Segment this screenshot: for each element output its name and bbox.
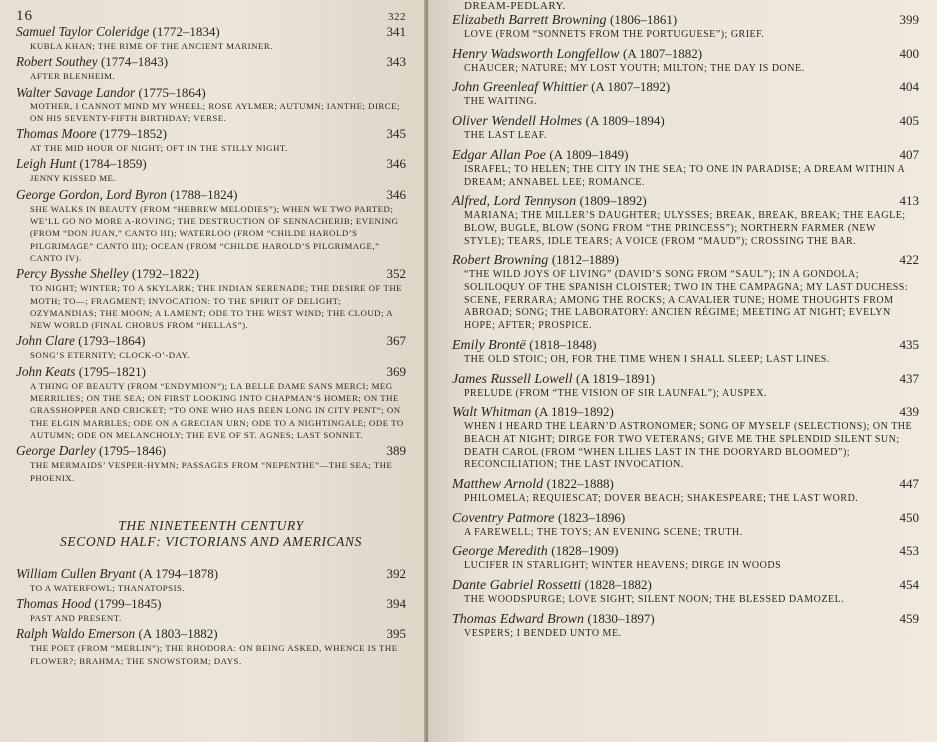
- works-list: PHILOMELA; REQUIESCAT; DOVER BEACH; SHAKESPEARE; THE LAST WORD.: [464, 493, 859, 505]
- contents-entry: [452, 12, 919, 42]
- contents-entry: [16, 566, 406, 594]
- author-name: John Keats: [16, 363, 76, 379]
- works-list: ISRAFEL; TO HELEN; THE CITY IN THE SEA; TO ONE IN PARADISE; A DREAM WITHIN A DREAM; ANNABEL LEE; ROMANCE.: [464, 163, 905, 188]
- entry-heading: [16, 266, 406, 282]
- works-list: A THING OF BEAUTY (FROM “ENDYMION”); LA BELLE DAME SANS MERCI; MEG MERRILIES; ON THE SEA; ON FIRST LOOKING INTO CHAPMAN’S HOMER; ON THE GRASSHOPPER AND CRICKET; “TO ONE WHO HAS BEEN LONG IN CITY PENT”; ON THE ELGIN MARBLES; ODE ON A GRECIAN URN; ODE TO A NIGHTINGALE; ODE TO AUTUMN; ODE ON MELANCHOLY; THE EVE OF ST. AGNES; LAST SONNET.: [30, 380, 404, 440]
- contents-entry: [16, 333, 406, 361]
- page-reference: 404: [899, 79, 919, 95]
- author-dates: (1823–1896): [558, 509, 626, 525]
- works-list: MOTHER, I CANNOT MIND MY WHEEL; ROSE AYLMER; AUTUMN; IANTHE; DIRCE; ON HIS SEVENTY-FIFTH BIRTHDAY; VERSE.: [30, 100, 400, 123]
- author-dates: (1822–1888): [546, 476, 614, 492]
- author-line: [452, 476, 614, 493]
- author-name: Robert Browning: [452, 253, 549, 269]
- section-heading-line-2: SECOND HALF: VICTORIANS AND AMERICANS: [60, 533, 362, 549]
- author-dates: (1795–1821): [78, 363, 146, 379]
- author-dates: (1828–1909): [551, 543, 619, 559]
- page-reference: 454: [899, 577, 919, 593]
- author-name: John Greenleaf Whittier: [452, 80, 588, 96]
- page-reference: 352: [386, 266, 406, 282]
- page-reference: 407: [899, 146, 919, 162]
- page-reference: 395: [386, 626, 406, 642]
- author-name: John Clare: [16, 333, 75, 349]
- author-name: Elizabeth Barrett Browning: [452, 13, 607, 28]
- author-line: [452, 79, 670, 96]
- works-list: TO A WATERFOWL; THANATOPSIS.: [30, 582, 186, 593]
- page-reference: 453: [899, 543, 919, 559]
- author-line: [16, 443, 166, 458]
- author-dates: (A 1794–1878): [139, 565, 219, 581]
- page-reference: 459: [899, 610, 919, 626]
- author-dates: (1775–1864): [138, 84, 206, 100]
- author-line: [16, 364, 146, 379]
- entry-heading: [452, 79, 919, 96]
- contents-entry: [16, 443, 406, 484]
- author-dates: (1809–1892): [579, 193, 647, 209]
- contents-entry: [452, 577, 919, 607]
- contents-entry: [16, 266, 406, 331]
- page-reference: 341: [386, 24, 406, 39]
- author-dates: (1772–1834): [152, 24, 220, 39]
- author-dates: (1828–1882): [584, 577, 652, 593]
- left-page-header: [16, 8, 406, 24]
- contents-entry: [16, 156, 406, 184]
- page-reference: 389: [386, 443, 406, 459]
- contents-entry: [452, 371, 919, 401]
- page-reference: 439: [899, 404, 919, 420]
- author-line: [452, 46, 702, 63]
- author-line: [16, 24, 220, 39]
- author-line: [452, 510, 625, 527]
- works-list: THE MERMAIDS’ VESPER-HYMN; PASSAGES FROM “NEPENTHE”—THE SEA; THE PHOENIX.: [30, 460, 393, 483]
- contents-entry: [452, 337, 919, 367]
- author-name: Thomas Hood: [16, 596, 91, 612]
- works-list: SONG’S ETERNITY; CLOCK-O’-DAY.: [30, 350, 191, 361]
- author-name: Samuel Taylor Coleridge: [16, 24, 150, 39]
- author-name: Walter Savage Landor: [16, 84, 136, 100]
- author-name: Robert Southey: [16, 54, 98, 70]
- page-reference: 367: [386, 333, 406, 349]
- author-line: [452, 193, 647, 210]
- author-dates: (1830–1897): [587, 610, 655, 626]
- author-name: Walt Whitman: [452, 405, 532, 421]
- author-dates: (A 1803–1882): [138, 626, 218, 642]
- entry-heading: [16, 443, 406, 459]
- entry-heading: [452, 193, 919, 210]
- contents-entry: [452, 404, 919, 472]
- entry-heading: [452, 371, 919, 388]
- author-name: George Darley: [16, 443, 96, 459]
- contents-entry: [16, 24, 406, 52]
- author-name: James Russell Lowell: [452, 371, 573, 387]
- contents-entry: [16, 626, 406, 667]
- page-reference: 447: [899, 476, 919, 492]
- author-name: George Meredith: [452, 544, 548, 560]
- contents-entry: [452, 79, 919, 109]
- contents-entry: [16, 54, 406, 82]
- entry-heading: [16, 187, 406, 203]
- author-name: Coventry Patmore: [452, 510, 555, 526]
- page-reference: 343: [386, 54, 406, 70]
- author-dates: (1792–1822): [131, 266, 199, 282]
- author-line: [16, 626, 218, 641]
- works-list: SHE WALKS IN BEAUTY (FROM “HEBREW MELODIES”); WHEN WE TWO PARTED; WE’LL GO NO MORE A-ROVING; THE DESTRUCTION OF SENNACHERIB; EVENING (FROM “DON JUAN,” CANTO III); WATERLOO (FROM “CHILDE HAROLD’S PILGRIMAGE” CANTO III); OCEAN (FROM “CHILDE HAROLD’S PILGRIMAGE,” CANTO IV).: [30, 203, 399, 263]
- entry-heading: [452, 404, 919, 421]
- page-reference: 346: [386, 156, 406, 172]
- contents-entry: [16, 187, 406, 264]
- author-line: [452, 252, 619, 269]
- page-reference: 394: [386, 596, 406, 612]
- page-reference: 346: [386, 186, 406, 202]
- contents-list-right: [452, 12, 919, 641]
- works-list: KUBLA KHAN; THE RIME OF THE ANCIENT MARINER.: [30, 41, 273, 51]
- page-reference: 450: [899, 509, 919, 525]
- contents-entry: [452, 46, 919, 76]
- author-dates: (1806–1861): [610, 12, 678, 27]
- page-number: 16: [16, 8, 33, 24]
- author-line: [16, 156, 147, 171]
- works-list: THE LAST LEAF.: [464, 130, 547, 142]
- works-list: PAST AND PRESENT.: [30, 613, 122, 624]
- author-dates: (A 1807–1892): [591, 79, 671, 95]
- author-name: Thomas Edward Brown: [452, 611, 584, 627]
- author-line: [452, 337, 596, 354]
- contents-entry: [16, 364, 406, 441]
- entry-heading: [452, 12, 919, 29]
- author-line: [16, 85, 206, 100]
- author-line: [452, 404, 614, 421]
- author-dates: (1795–1846): [98, 443, 167, 459]
- author-name: Thomas Moore: [16, 126, 97, 142]
- author-dates: (A 1809–1894): [585, 113, 665, 129]
- page-reference: 399: [899, 12, 919, 27]
- author-line: [452, 147, 628, 164]
- author-line: [452, 543, 618, 560]
- author-line: [16, 266, 199, 281]
- author-name: Leigh Hunt: [16, 156, 77, 172]
- author-dates: (1799–1845): [94, 596, 162, 612]
- contents-entry: [452, 147, 919, 189]
- contents-entry: [452, 113, 919, 143]
- page-reference: 405: [899, 113, 919, 129]
- contents-entry: [452, 510, 919, 540]
- section-heading-line-1: THE NINETEENTH CENTURY: [118, 517, 304, 533]
- page-reference: 345: [386, 126, 406, 142]
- contents-entry: [452, 193, 919, 248]
- contents-entry: [452, 543, 919, 573]
- author-name: Henry Wadsworth Longfellow: [452, 46, 620, 62]
- author-line: [452, 577, 652, 594]
- author-line: [452, 371, 655, 388]
- works-list: MARIANA; THE MILLER’S DAUGHTER; ULYSSES; BREAK, BREAK, BREAK; THE EAGLE; BLOW, BUGLE, BLOW (SONG FROM “THE PRINCESS”); NORTHERN FARMER (NEW STYLE); TEARS, IDLE TEARS; A VOICE (FROM “MAUD”); CROSSING THE BAR.: [464, 210, 906, 247]
- author-line: [16, 566, 218, 581]
- author-name: Oliver Wendell Holmes: [452, 114, 583, 130]
- works-list: WHEN I HEARD THE LEARN’D ASTRONOMER; SONG OF MYSELF (SELECTIONS); ON THE BEACH AT NIGHT; DIRGE FOR TWO VETERANS; GIVE ME THE SPLENDID SILENT SUN; DEATH CAROL (FROM “WHEN LILIES LAST IN THE DOORYARD BLOOMED”); RECONCILIATION; THE LAST INVOCATION.: [464, 421, 913, 471]
- author-dates: (A 1807–1882): [623, 45, 703, 61]
- cut-off-works-line: DREAM-PEDLARY.: [464, 0, 566, 12]
- right-page: [428, 0, 937, 742]
- works-list: THE WAITING.: [464, 96, 538, 108]
- author-dates: (A 1809–1849): [549, 146, 629, 162]
- works-list: AFTER BLENHEIM.: [30, 71, 116, 82]
- entry-heading: [16, 364, 406, 380]
- page-reference: 369: [386, 363, 406, 379]
- section-heading: [16, 518, 406, 550]
- author-dates: (A 1819–1892): [534, 404, 614, 420]
- entry-heading: [16, 596, 406, 612]
- works-list: LUCIFER IN STARLIGHT; WINTER HEAVENS; DIRGE IN WOODS: [464, 560, 782, 572]
- contents-entry: [16, 596, 406, 624]
- entry-heading: [452, 476, 919, 493]
- entry-heading: [16, 156, 406, 172]
- works-list: TO NIGHT; WINTER; TO A SKYLARK; THE INDIAN SERENADE; THE DESIRE OF THE MOTH; TO—; FRAGMENT; INVOCATION: TO THE SPIRIT OF DELIGHT; OZYMANDIAS; THE MOON; A LAMENT; ODE TO THE WEST WIND; THE CLOUD; A NEW WORLD (FINAL CHORUS FROM “HELLAS”).: [30, 283, 403, 331]
- page-reference: 437: [899, 370, 919, 386]
- contents-list-romantics: [16, 24, 406, 484]
- entry-heading: [16, 85, 406, 100]
- page-reference: 422: [899, 252, 919, 268]
- author-dates: (1793–1864): [78, 333, 146, 349]
- left-page: [0, 0, 426, 742]
- entry-heading: [16, 54, 406, 70]
- author-line: [16, 126, 167, 141]
- entry-heading: [16, 566, 406, 582]
- works-list: THE OLD STOIC; OH, FOR THE TIME WHEN I SHALL SLEEP; LAST LINES.: [464, 353, 830, 365]
- author-dates: (1788–1824): [170, 186, 238, 202]
- entry-heading: [16, 24, 406, 40]
- contents-list-victorians: [16, 566, 406, 667]
- author-name: Percy Bysshe Shelley: [16, 266, 129, 282]
- contents-entry: [16, 85, 406, 125]
- contents-entry: [452, 252, 919, 333]
- author-dates: (1818–1848): [529, 336, 597, 352]
- author-name: Edgar Allan Poe: [452, 147, 546, 163]
- author-dates: (1774–1843): [100, 54, 169, 70]
- author-name: George Gordon, Lord Byron: [16, 186, 167, 202]
- entry-heading: [452, 577, 919, 594]
- author-line: [16, 333, 145, 348]
- author-name: Matthew Arnold: [452, 477, 544, 493]
- author-name: Dante Gabriel Rossetti: [452, 578, 582, 594]
- page-reference: 435: [899, 336, 919, 352]
- author-dates: (1779–1852): [99, 126, 167, 142]
- entry-heading: [16, 626, 406, 642]
- contents-entry: [16, 126, 406, 154]
- entry-heading: [16, 333, 406, 349]
- entry-heading: [452, 252, 919, 269]
- works-list: THE WOODSPURGE; LOVE SIGHT; SILENT NOON; THE BLESSED DAMOZEL.: [464, 594, 845, 606]
- author-name: Alfred, Lord Tennyson: [452, 194, 577, 210]
- entry-heading: [452, 543, 919, 560]
- entry-heading: [452, 611, 919, 628]
- works-list: PRELUDE (FROM “THE VISION OF SIR LAUNFAL”); AUSPEX.: [464, 387, 767, 399]
- works-list: VESPERS; I BENDED UNTO ME.: [464, 627, 622, 639]
- author-dates: (1812–1889): [551, 252, 619, 268]
- entry-heading: [452, 510, 919, 527]
- entry-heading: [452, 46, 919, 63]
- author-name: Emily Brontë: [452, 337, 526, 353]
- entry-heading: [452, 147, 919, 164]
- author-line: [16, 187, 237, 202]
- works-list: AT THE MID HOUR OF NIGHT; OFT IN THE STILLY NIGHT.: [30, 143, 288, 154]
- page-reference: 392: [386, 565, 406, 581]
- author-line: [16, 54, 168, 69]
- author-dates: (A 1819–1891): [576, 370, 656, 386]
- author-line: [452, 113, 665, 130]
- contents-entry: [452, 476, 919, 506]
- works-list: “THE WILD JOYS OF LIVING” (DAVID’S SONG FROM “SAUL”); IN A GONDOLA; SOLILOQUY OF THE SPANISH CLOISTER; TWO IN THE CAMPAGNA; MY LAST DUCHESS: SCENE, FERRARA; AMONG THE ROCKS; A CAVALIER TUNE; HOME THOUGHTS FROM ABROAD; SONG; THE LABORATORY: ANCIEN RÉGIME; MEETING AT NIGHT; EVELYN HOPE; AFTER; PROSPICE.: [464, 269, 909, 332]
- page-reference: 400: [899, 45, 919, 61]
- entry-heading: [452, 337, 919, 354]
- works-list: JENNY KISSED ME.: [30, 173, 117, 184]
- author-name: Ralph Waldo Emerson: [16, 626, 136, 642]
- contents-entry: [452, 611, 919, 641]
- entry-heading: [16, 126, 406, 142]
- author-name: William Cullen Bryant: [16, 565, 136, 581]
- entry-heading: [452, 113, 919, 130]
- works-list: A FAREWELL; THE TOYS; AN EVENING SCENE; TRUTH.: [464, 526, 743, 538]
- author-line: [16, 596, 162, 611]
- author-line: [452, 611, 655, 628]
- author-line: [452, 12, 677, 29]
- works-list: LOVE (FROM “SONNETS FROM THE PORTUGUESE”); GRIEF.: [464, 29, 765, 40]
- page-reference: 413: [899, 193, 919, 209]
- works-list: CHAUCER; NATURE; MY LOST YOUTH; MILTON; THE DAY IS DONE.: [464, 62, 805, 74]
- works-list: THE POET (FROM “MERLIN”); THE RHODORA: ON BEING ASKED, WHENCE IS THE FLOWER?; BRAHMA; THE SNOWSTORM; DAYS.: [30, 643, 398, 666]
- author-dates: (1784–1859): [79, 156, 147, 172]
- cut-off-page-reference: 322: [388, 11, 406, 23]
